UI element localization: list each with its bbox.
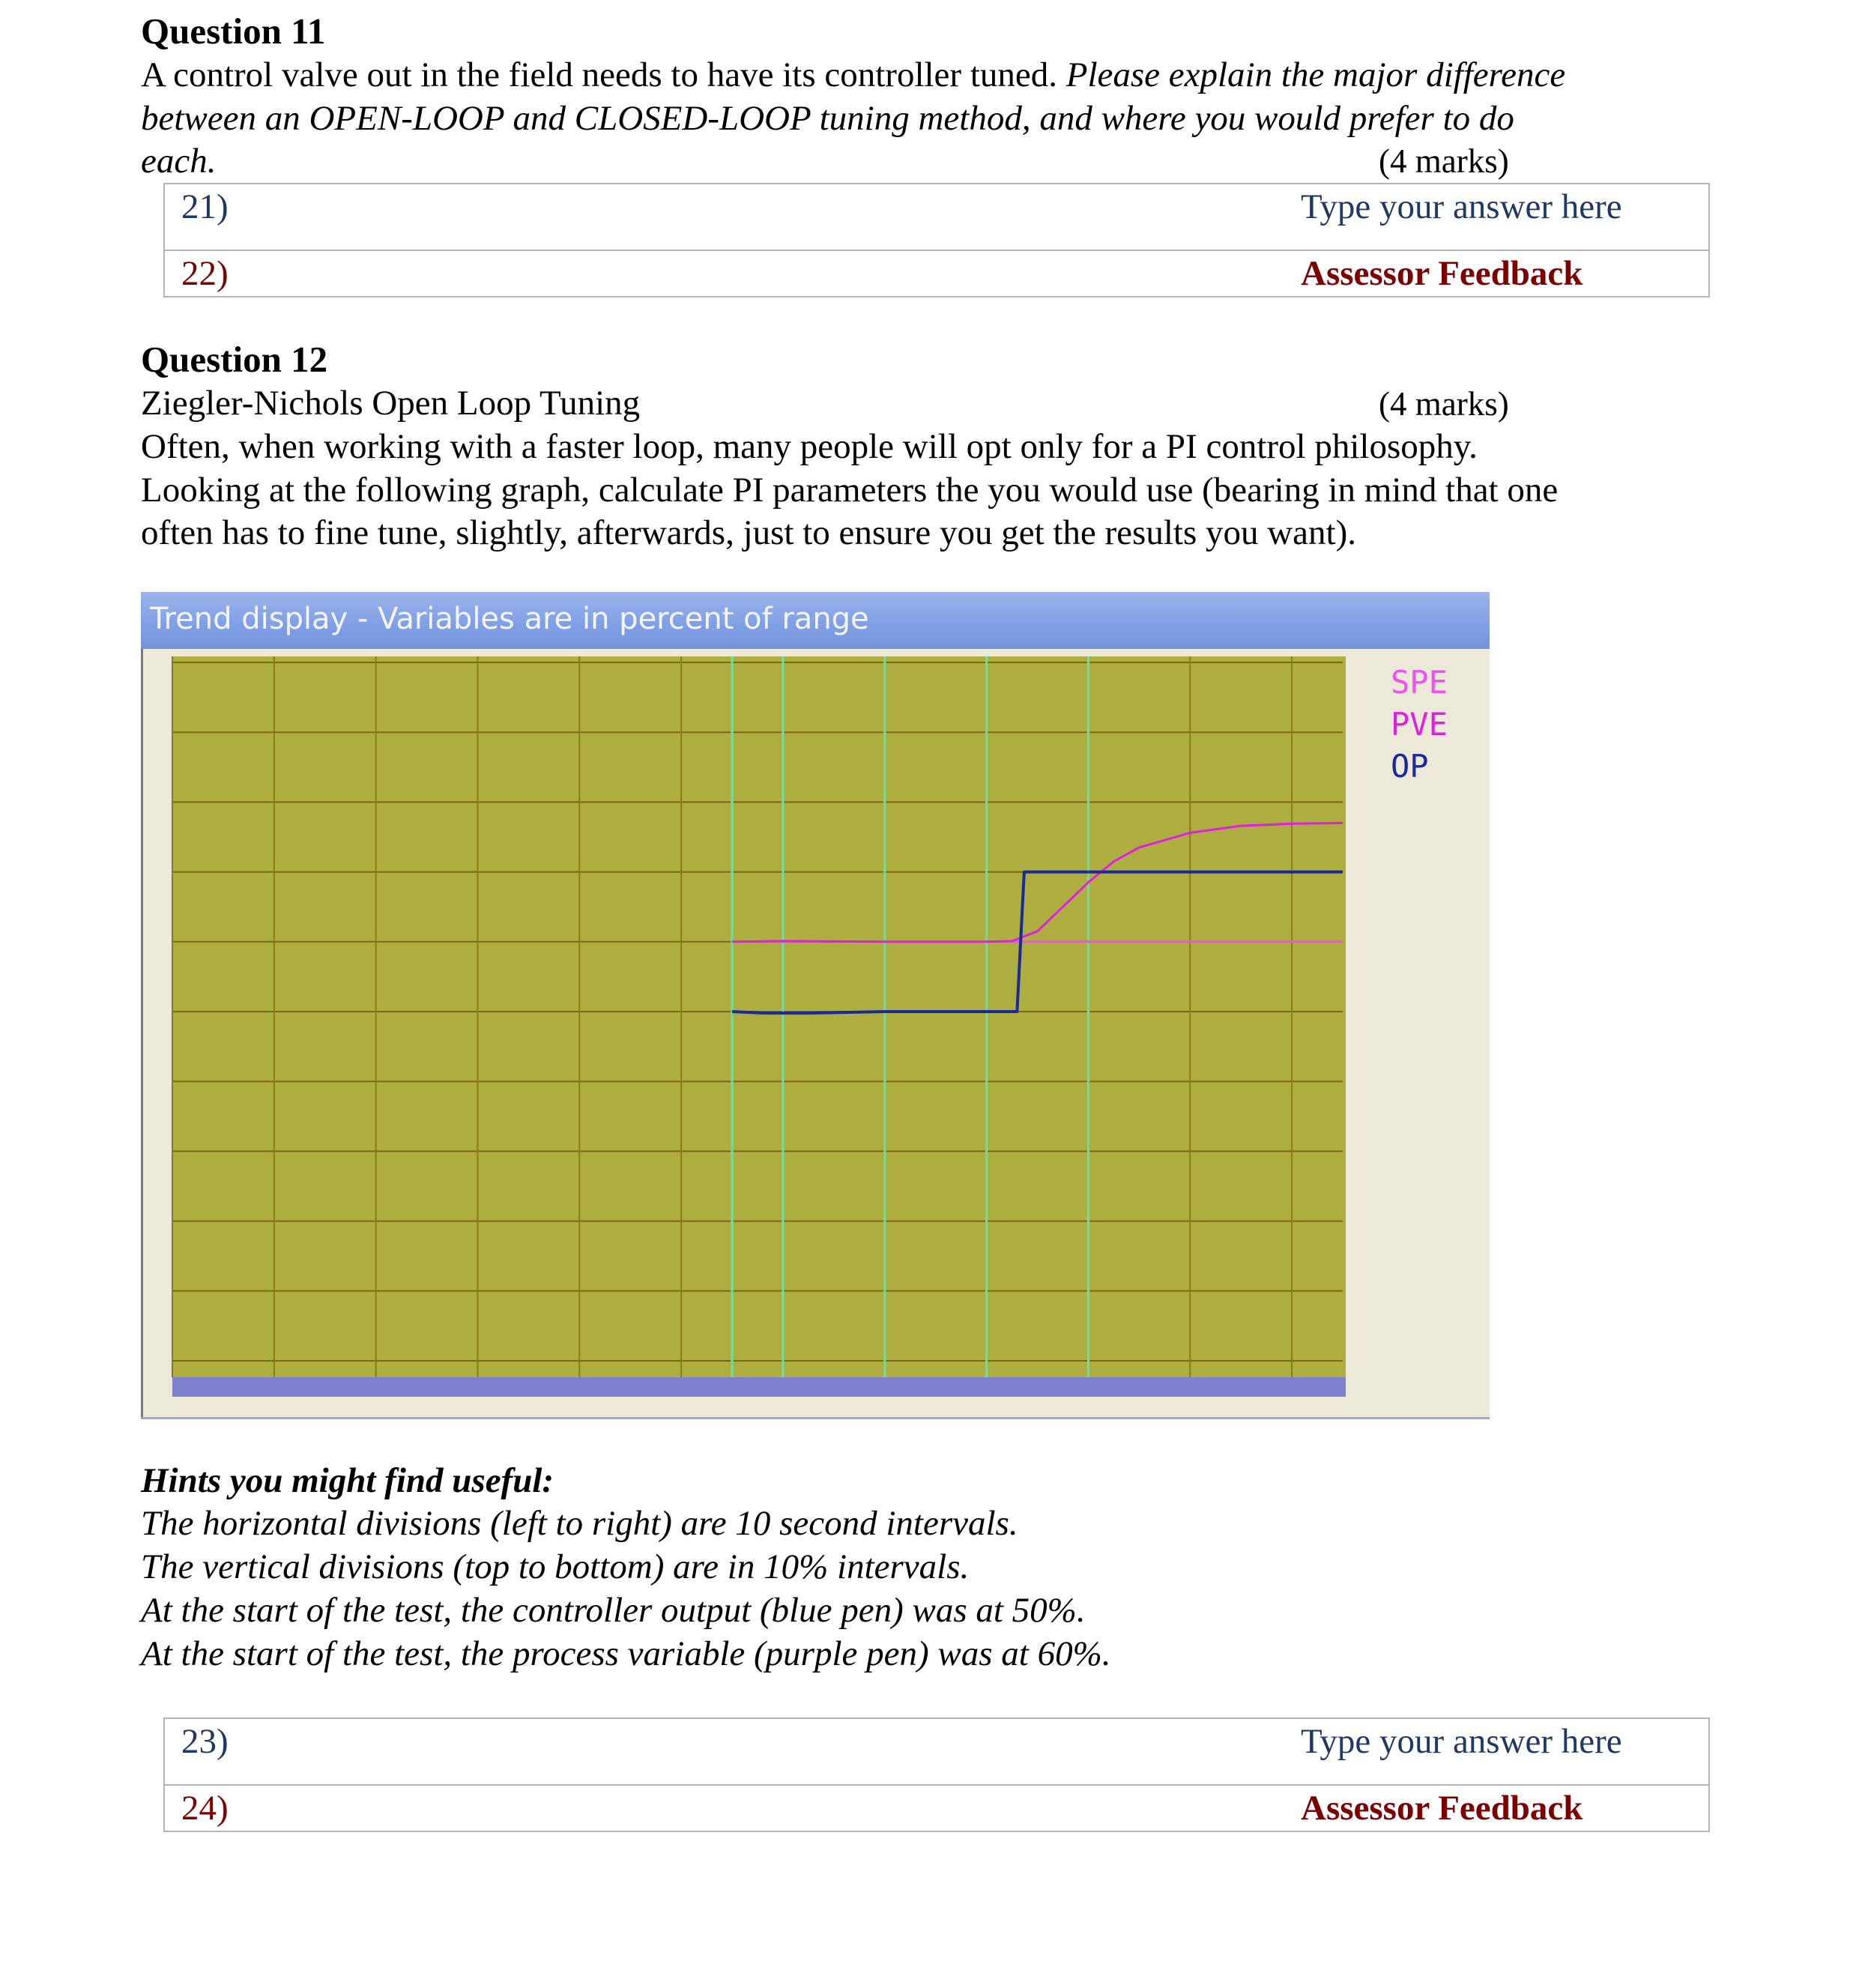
question-11-line-1-italic: Please explain the major difference: [1065, 55, 1566, 94]
answer-number: 23): [181, 1722, 229, 1761]
answer-row-21[interactable]: [165, 184, 1708, 250]
question-11-line-1-normal: A control valve out in the field needs to have its controller tuned.: [141, 55, 1066, 94]
assessor-feedback[interactable]: Assessor Feedback: [1301, 1789, 1583, 1828]
trend-chart: [141, 592, 1490, 1419]
assessor-feedback[interactable]: Assessor Feedback: [1301, 254, 1583, 293]
window-bottom-border: [141, 1417, 1490, 1419]
question-11-title: Question 11: [141, 10, 326, 52]
answer-number: 21): [181, 187, 229, 226]
answer-input[interactable]: Type your answer here: [1301, 1722, 1622, 1761]
trend-display-window: [141, 592, 1490, 1419]
hint-line: At the start of the test, the process variable (purple pen) was at 60%.: [141, 1634, 1111, 1673]
question-12-answer-table: [163, 1717, 1710, 1832]
question-12-title: Question 12: [141, 339, 328, 380]
plot-background: [172, 656, 1346, 1377]
question-11-marks: (4 marks): [1379, 142, 1509, 180]
answer-input[interactable]: Type your answer here: [1301, 187, 1622, 226]
hint-line: At the start of the test, the controller output (blue pen) was at 50%.: [141, 1591, 1086, 1630]
hint-line: The horizontal divisions (left to right) are 10 second intervals.: [141, 1504, 1018, 1543]
question-12-line-1: Often, when working with a faster loop, many people will opt only for a PI control philosophy.: [141, 427, 1478, 466]
hint-line: The vertical divisions (top to bottom) are in 10% intervals.: [141, 1547, 970, 1586]
question-11-line-3: each.: [141, 142, 217, 181]
feedback-number: 24): [181, 1789, 229, 1828]
plot-scroll-bar: [172, 1377, 1346, 1397]
feedback-number: 22): [181, 254, 229, 293]
question-12-line-3: often has to fine tune, slightly, afterwards, just to ensure you get the results you want).: [141, 513, 1357, 552]
question-12-line-2: Looking at the following graph, calculate PI parameters the you would use (bearing in mind that one: [141, 471, 1559, 510]
legend-op: OP: [1391, 748, 1429, 785]
feedback-row-24[interactable]: [165, 1784, 1708, 1831]
hints-heading: Hints you might find useful:: [141, 1461, 554, 1500]
question-11-line-2: between an OPEN-LOOP and CLOSED-LOOP tuning method, and where you would prefer to do: [141, 99, 1514, 138]
feedback-row-22[interactable]: [165, 250, 1708, 296]
question-11-line-1: [141, 53, 1565, 97]
answer-row-23[interactable]: [165, 1719, 1708, 1784]
legend-pve: PVE: [1391, 706, 1448, 743]
question-12-marks: (4 marks): [1379, 385, 1509, 423]
question-12-subtitle: Ziegler-Nichols Open Loop Tuning: [141, 384, 641, 423]
legend-spe: SPE: [1391, 664, 1448, 701]
question-11-answer-table: [163, 183, 1710, 297]
trend-title: Trend display - Variables are in percent of range: [150, 602, 869, 636]
